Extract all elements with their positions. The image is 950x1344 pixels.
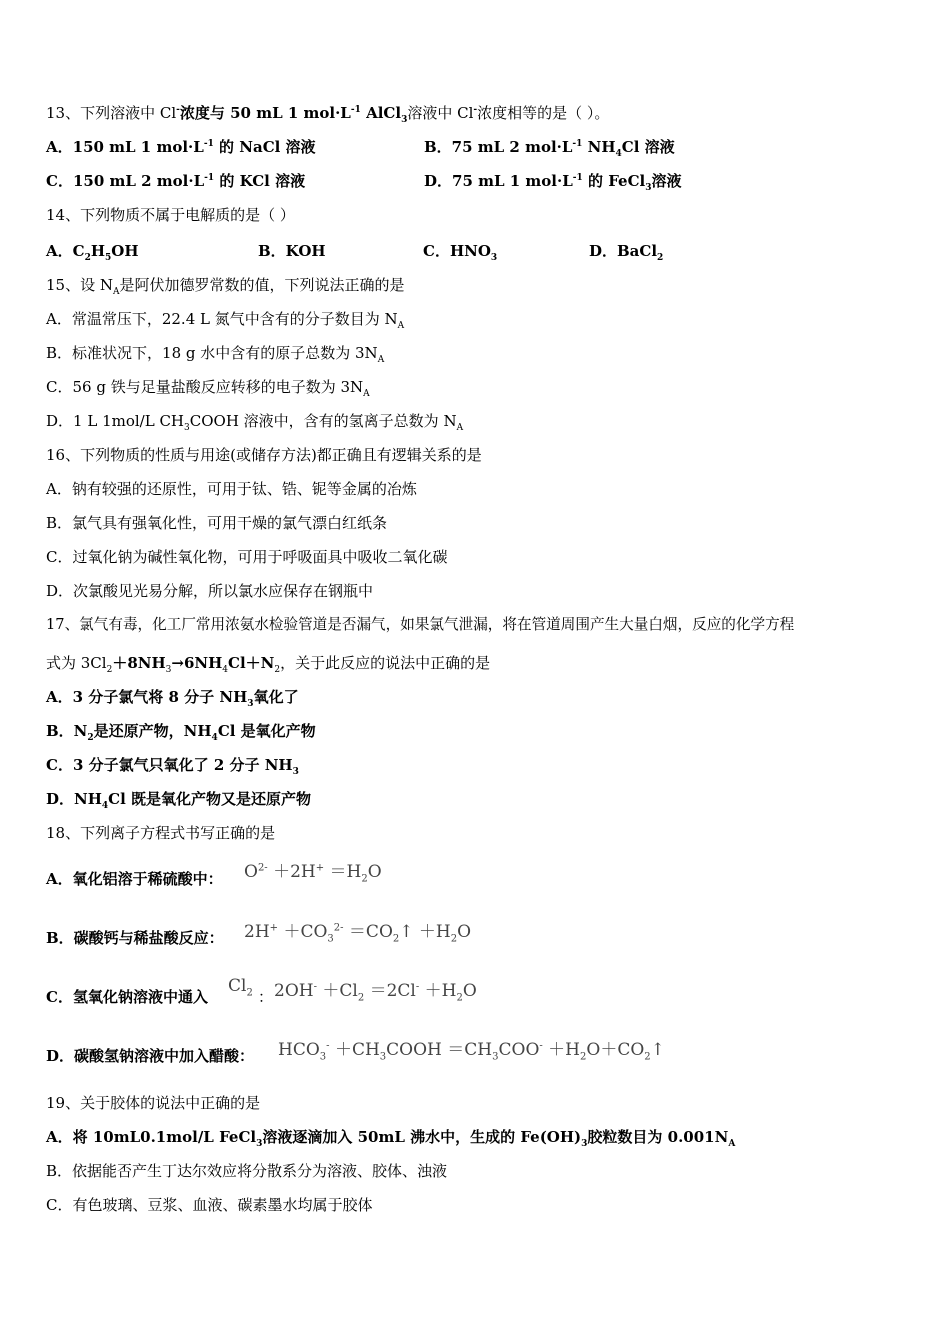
q17-stem-line2: 式为 $3Cl_2+8NH_3\to 6NH_4Cl+N_2$，关于此反应的说法中正确的是 xyxy=(46,654,491,675)
q13-option-c: C．150 mL 2 $mol\cdot L^{-1}$ 的 KCl 溶液 xyxy=(46,172,306,190)
q14-option-c: C．$HNO_3$ xyxy=(423,242,498,263)
q14-options xyxy=(46,241,926,261)
q18-option-b-equation: $2H^+ +CO_3^{2-}$ $=CO_2↑ +H_2O$ xyxy=(244,922,472,945)
q13-option-d: D．75 mL 1 $mol\cdot L^{-1}$ 的 FeCl$_3$溶液 xyxy=(424,172,682,193)
q18-option-b: B．碳酸钙与稀盐酸反应： xyxy=(46,929,224,947)
q19-stem: 19、关于胶体的说法中正确的是 xyxy=(46,1094,261,1112)
q17-stem-line1: 17、氯气有毒，化工厂常用浓氨水检验管道是否漏气，如果氯气泄漏，将在管道周围产生大量白烟，反应的化学方程 xyxy=(46,616,795,633)
q16-option-a: A．钠有较强的还原性，可用于钛、锆、铌等金属的冶炼 xyxy=(46,480,417,498)
q13-options-row1 xyxy=(46,137,926,157)
q13-option-b: B．75 mL 2 $mol\cdot L^{-1}$ $NH_4Cl$ 溶液 xyxy=(424,138,675,159)
q18-option-d-equation: $HCO_3^-$ $+CH_3COOH =CH_3COO^-$ $+H_2O+CO_2↑$ xyxy=(278,1040,665,1063)
q17-option-a: A．3 分子氯气将 8 分子 $NH_3$氧化了 xyxy=(46,688,299,709)
q15-option-a: A．常温常压下，22.4 L 氮气中含有的分子数目为 $N_A$ xyxy=(46,310,405,331)
q17-option-b: B．$N_2$是还原产物，$NH_4Cl$ 是氧化产物 xyxy=(46,722,316,743)
q17-option-d: D．$NH_4Cl$ 既是氧化产物又是还原产物 xyxy=(46,790,312,811)
q17-option-c: C．3 分子氯气只氧化了 2 分子 $NH_3$ xyxy=(46,756,299,777)
q19-option-b: B．依据能否产生丁达尔效应将分散系分为溶液、胶体、浊液 xyxy=(46,1162,448,1180)
q18-option-c-equation: $2OH^- +Cl_2 =2Cl^- +H_2O$ xyxy=(274,981,477,1004)
q14-option-d: D．BaCl$_2$ xyxy=(589,242,664,263)
q15-option-c: C．56 g 铁与足量盐酸反应转移的电子数为 $3N_A$ xyxy=(46,378,370,399)
q13-stem: 13、下列溶液中 Cl-浓度与 50 mL 1 $mol\cdot L^{-1}$ AlCl$_3$溶液中 Cl-浓度相等的是（ ）。 xyxy=(46,104,610,125)
q18-option-d: D．碳酸氢钠溶液中加入醋酸： xyxy=(46,1047,255,1065)
q15-option-b: B．标准状况下，18 g 水中含有的原子总数为 $3N_A$ xyxy=(46,344,385,365)
q14-option-a: A．$C_2H_5OH$ xyxy=(46,242,139,263)
q16-option-c: C．过氧化钠为碱性氧化物，可用于呼吸面具中吸收二氧化碳 xyxy=(46,548,448,566)
q14-stem: 14、下列物质不属于电解质的是（ ） xyxy=(46,206,295,224)
q19-option-a: A．将 10mL0.1mol/L FeCl$_3$溶液逐滴加入 50mL 沸水中，生成的 $Fe(OH)_3$胶粒数目为 $0.001N_A$ xyxy=(46,1128,736,1149)
q18-option-c-colon: ： xyxy=(258,988,274,1006)
q18-option-a: A．氧化铝溶于稀硫酸中： xyxy=(46,870,223,888)
q13-option-a: A．150 mL 1 $mol\cdot L^{-1}$ 的 NaCl 溶液 xyxy=(46,138,316,156)
q18-option-c: C．氢氧化钠溶液中通入 xyxy=(46,988,208,1006)
q16-option-b: B．氯气具有强氧化性，可用干燥的氯气漂白红纸条 xyxy=(46,514,388,532)
q18-stem: 18、下列离子方程式书写正确的是 xyxy=(46,824,276,842)
q14-option-b: B．KOH xyxy=(258,242,326,260)
q13-options-row2 xyxy=(46,171,926,191)
q18-option-a-equation: $O^{2-} +2H^+ =H_2O$ xyxy=(244,862,382,885)
q15-stem: 15、设 $N_A$是阿伏加德罗常数的值，下列说法正确的是 xyxy=(46,276,405,297)
q19-option-c: C．有色玻璃、豆浆、血液、碳素墨水均属于胶体 xyxy=(46,1196,373,1214)
q16-stem: 16、下列物质的性质与用途(或储存方法)都正确且有逻辑关系的是 xyxy=(46,446,482,464)
q15-option-d: D．1 L 1mol/L $CH_3COOH$ 溶液中，含有的氢离子总数为 $N_A$ xyxy=(46,412,464,433)
q18-option-c-cl2: $Cl_2$ xyxy=(228,976,253,999)
q16-option-d: D．次氯酸见光易分解，所以氯水应保存在钢瓶中 xyxy=(46,582,374,600)
